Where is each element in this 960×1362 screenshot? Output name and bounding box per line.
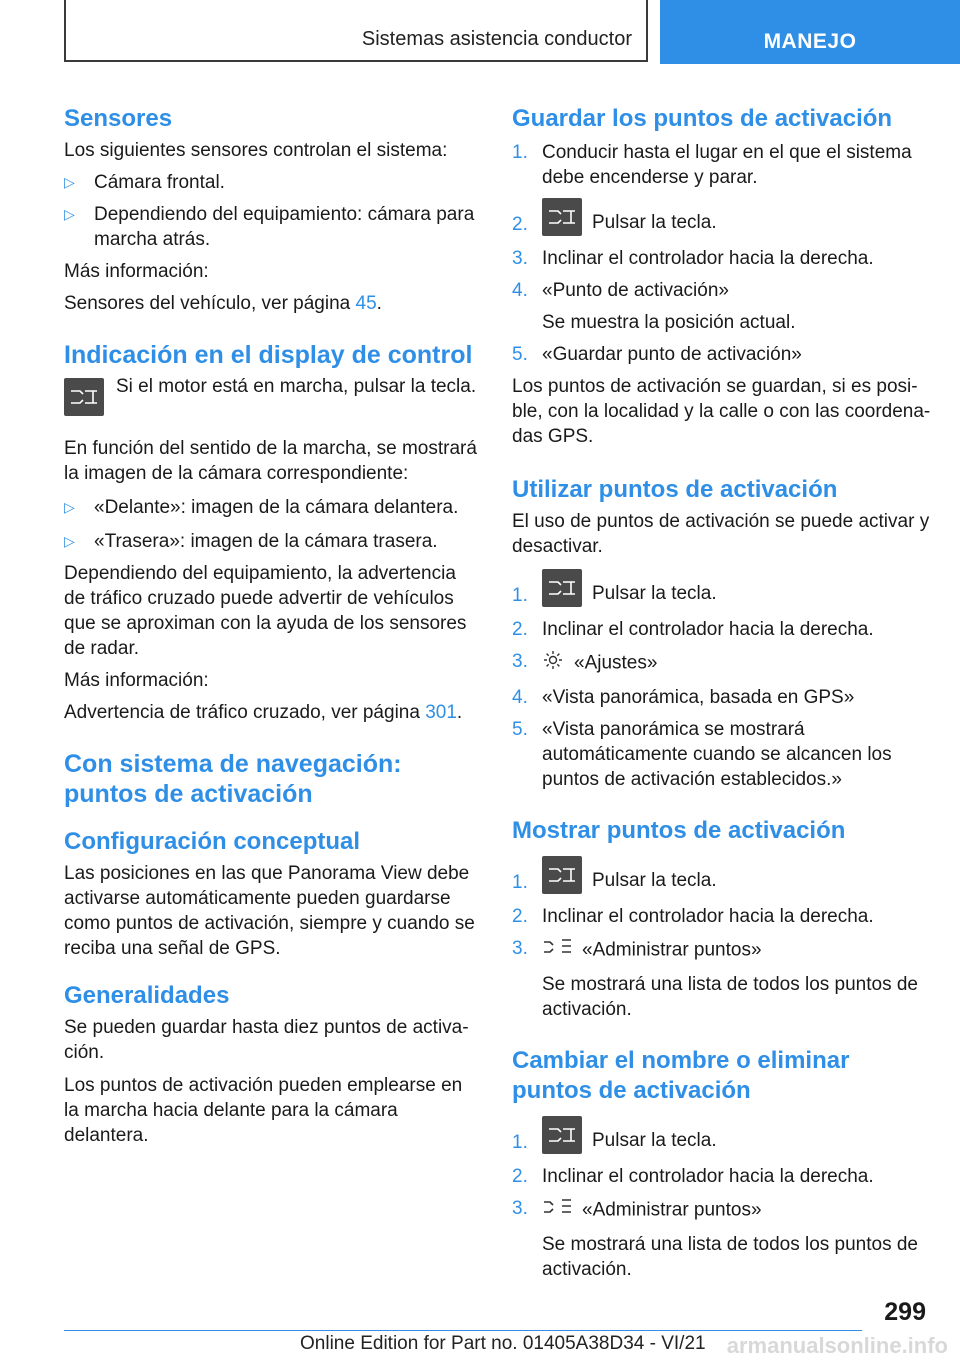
display-paragraph: En función del sentido de la marcha, se mostrará la imagen de la cámara correspondiente: — [64, 438, 477, 484]
guardar-paragraph: Los puntos de activación se guardan, si es posi‐ble, con la localidad y la calle o con las coordena‐das GPS. — [512, 376, 931, 447]
utilizar-paragraph: El uso de puntos de activación se puede activar y desactivar. — [512, 511, 930, 557]
list-item: 5. «Guardar punto de activación» — [512, 344, 802, 365]
general-paragraph-2: Los puntos de activación pueden emplearse en la marcha hacia delante para la cámara delantera. — [64, 1075, 463, 1146]
manage-points-icon — [542, 936, 572, 965]
heading-utilizar: Utilizar puntos de activación — [512, 476, 838, 503]
gear-icon — [542, 649, 564, 678]
list-item: 4. «Punto de activación» — [512, 280, 729, 301]
list-item: 1. Pulsar la tecla. — [512, 1116, 932, 1156]
general-paragraph-1: Se pueden guardar hasta diez puntos de activa‐ción. — [64, 1017, 469, 1063]
list-item: 2. Inclinar el controlador hacia la derecha. — [512, 1166, 874, 1187]
camera-key-icon — [542, 856, 582, 894]
list-item: 4. «Vista panorámica, basada en GPS» — [512, 687, 855, 708]
triangle-bullet-icon: ▷ — [64, 499, 75, 515]
list-item: 2. Inclinar el controlador hacia la derecha. — [512, 906, 874, 927]
more-info-label: Más información: — [64, 261, 209, 282]
watermark: armanualsonline.info — [726, 1333, 948, 1358]
triangle-bullet-icon: ▷ — [64, 206, 75, 222]
list-item: ▷ «Delante»: imagen de la cámara delantera. — [64, 497, 459, 518]
radar-paragraph: Dependiendo del equipamiento, la advertencia de tráfico cruzado puede advertir de vehículos que se aproximan con la ayuda de los sensores de radar. — [64, 563, 467, 659]
camera-key-icon — [64, 378, 104, 416]
heading-navigation: Con sistema de navegación: puntos de activación — [64, 750, 402, 808]
more-info-label: Más información: — [64, 670, 209, 691]
heading-cambiar: Cambiar el nombre o eliminar puntos de activación — [512, 1047, 850, 1104]
cross-reference: Advertencia de tráfico cruzado, ver página 301. — [64, 702, 463, 723]
camera-key-icon — [542, 1116, 582, 1154]
manage-points-icon — [542, 1196, 572, 1225]
list-item: 3. «Ajustes» — [512, 649, 932, 678]
list-item: 1. Pulsar la tecla. — [512, 856, 932, 896]
list-item: ▷ «Trasera»: imagen de la cámara trasera. — [64, 531, 438, 552]
list-item: ▷ Dependiendo del equipamiento: cámara para marcha atrás. — [64, 204, 475, 250]
list-item: 1. Conducir hasta el lugar en el que el sistema debe encenderse y parar. — [512, 142, 912, 188]
sensores-intro: Los siguientes sensores controlan el sistema: — [64, 140, 448, 161]
heading-display: Indicación en el display de control — [64, 341, 473, 369]
chapter-tab: MANEJO — [660, 0, 960, 64]
list-item: 2. Inclinar el controlador hacia la derecha. — [512, 619, 874, 640]
heading-sensores: Sensores — [64, 105, 173, 132]
camera-key-icon — [542, 198, 582, 236]
key-instruction — [64, 374, 482, 416]
heading-guardar: Guardar los puntos de activación — [512, 105, 893, 132]
heading-generalidades: Generalidades — [64, 982, 230, 1009]
camera-key-icon — [542, 569, 582, 607]
list-item: 3. Inclinar el controlador hacia la derecha. — [512, 248, 874, 269]
list-item: 3. «Administrar puntos» — [512, 1196, 932, 1225]
list-item: 2. Pulsar la tecla. — [512, 198, 932, 238]
section-header-box — [64, 0, 648, 62]
heading-config: Configuración conceptual — [64, 828, 361, 855]
triangle-bullet-icon: ▷ — [64, 533, 75, 549]
step-sub-text: Se mostrará una lista de todos los puntos de activación. — [542, 1234, 919, 1280]
list-item: 1. Pulsar la tecla. — [512, 569, 932, 609]
triangle-bullet-icon: ▷ — [64, 174, 75, 190]
list-item: ▷ Cámara frontal. — [64, 172, 225, 193]
heading-mostrar: Mostrar puntos de activación — [512, 817, 846, 844]
list-item: 3. «Administrar puntos» — [512, 936, 932, 965]
step-sub-text: Se mostrará una lista de todos los puntos de activación. — [542, 974, 919, 1020]
edition-text: Online Edition for Part no. 01405A38D34 - VI/21 — [300, 1333, 706, 1354]
cross-reference: Sensores del vehículo, ver página 45. — [64, 293, 382, 314]
page-header — [0, 0, 960, 66]
page-number: 299 — [884, 1298, 926, 1326]
left-column — [64, 98, 482, 1148]
list-item: 5. «Vista panorámica se mostrará automáticamente cuando se alcancen los puntos de activación establecidos.» — [512, 719, 892, 790]
config-paragraph: Las posiciones en las que Panorama View debe activarse automáticamente pueden guardarse como puntos de activación, siempre y cuando se reciba una señal de GPS. — [64, 863, 475, 959]
page-link[interactable]: 301 — [425, 702, 457, 723]
section-title: Sistemas asistencia conductor — [361, 28, 632, 50]
key-instruction-text: Si el motor está en marcha, pulsar la tecla. — [116, 376, 477, 397]
right-column — [512, 98, 932, 1282]
page-link[interactable]: 45 — [355, 293, 377, 314]
footer-divider — [64, 1330, 862, 1331]
step-sub-text: Se muestra la posición actual. — [542, 312, 796, 333]
